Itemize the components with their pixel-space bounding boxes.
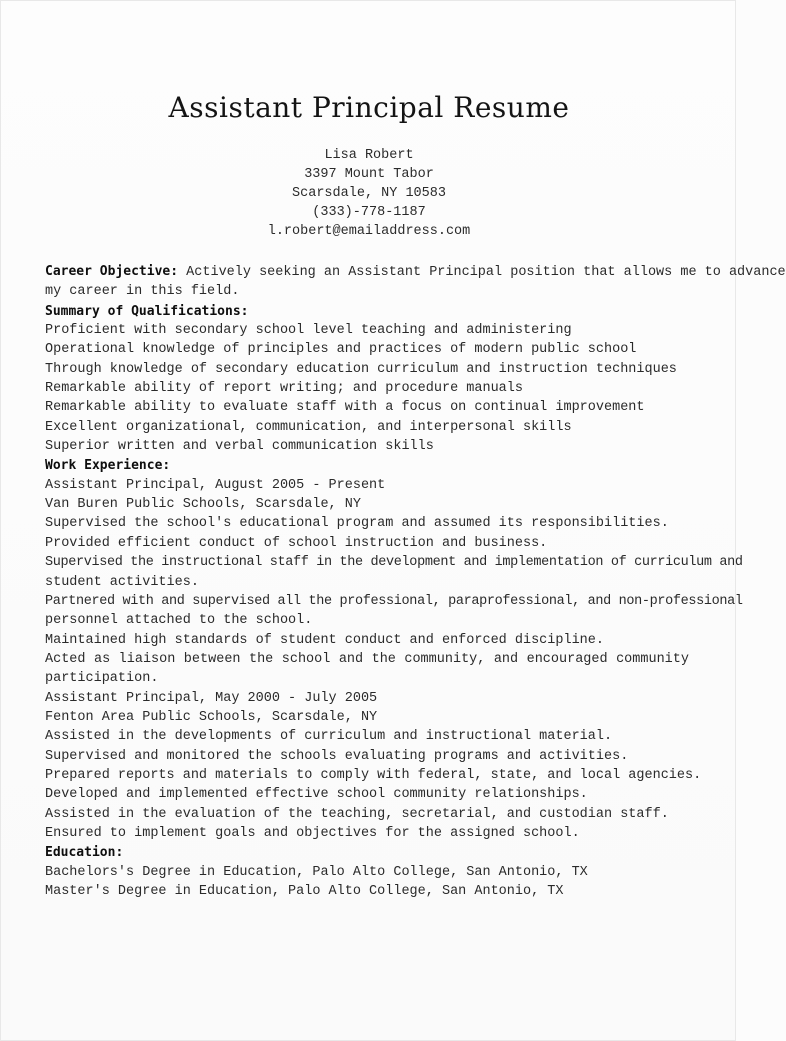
job-title: Assistant Principal, August 2005 - Present bbox=[45, 477, 386, 493]
career-objective-continued: my career in this field. bbox=[45, 284, 240, 300]
summary-item: Through knowledge of secondary education curriculum and instruction techniques bbox=[45, 361, 677, 377]
job-duty: Assisted in the evaluation of the teaching, secretarial, and custodian staff. bbox=[45, 806, 669, 822]
contact-city: Scarsdale, NY 10583 bbox=[292, 186, 446, 201]
job-duty: personnel attached to the school. bbox=[45, 613, 313, 629]
job-duty: student activities. bbox=[45, 574, 199, 590]
job-title: Assistant Principal, May 2000 - July 2005 bbox=[45, 690, 378, 706]
contact-name: Lisa Robert bbox=[324, 148, 414, 163]
page-title: Assistant Principal Resume bbox=[168, 91, 570, 124]
job-duty: Supervised the school's educational program and assumed its responsibilities. bbox=[45, 516, 669, 532]
career-objective bbox=[45, 262, 786, 282]
summary-item: Operational knowledge of principles and practices of modern public school bbox=[45, 342, 637, 358]
job-duty: Supervised and monitored the schools evaluating programs and activities. bbox=[45, 748, 629, 764]
summary-item: Excellent organizational, communication, and interpersonal skills bbox=[45, 419, 572, 435]
job-employer: Fenton Area Public Schools, Scarsdale, NY bbox=[45, 709, 378, 725]
career-objective-text: Actively seeking an Assistant Principal position that allows me to advance bbox=[178, 265, 786, 280]
summary-item: Superior written and verbal communication skills bbox=[45, 439, 434, 455]
career-objective-label: Career Objective: bbox=[45, 264, 179, 279]
education-heading: Education: bbox=[45, 845, 124, 861]
contact-street: 3397 Mount Tabor bbox=[304, 167, 434, 182]
summary-item: Remarkable ability of report writing; and procedure manuals bbox=[45, 381, 523, 397]
education-item: Master's Degree in Education, Palo Alto College, San Antonio, TX bbox=[45, 884, 564, 899]
job-duty: Developed and implemented effective school community relationships. bbox=[45, 787, 588, 803]
job-employer: Van Buren Public Schools, Scarsdale, NY bbox=[45, 497, 361, 513]
job-duty: Ensured to implement goals and objectives for the assigned school. bbox=[45, 825, 580, 841]
job-duty: Prepared reports and materials to comply with federal, state, and local agencies. bbox=[45, 767, 702, 783]
summary-heading: Summary of Qualifications: bbox=[45, 303, 249, 319]
job-duty: Assisted in the developments of curriculum and instructional material. bbox=[45, 729, 613, 745]
work-experience-heading: Work Experience: bbox=[45, 458, 171, 474]
contact-block bbox=[1, 146, 737, 241]
education-item: Bachelors's Degree in Education, Palo Alto College, San Antonio, TX bbox=[45, 864, 588, 880]
contact-email: l.robert@emailaddress.com bbox=[267, 224, 471, 239]
job-duty: Partnered with and supervised all the professional, paraprofessional, and non-professional bbox=[45, 593, 743, 609]
job-duty: Provided efficient conduct of school instruction and business. bbox=[45, 535, 548, 551]
contact-phone: (333)-778-1187 bbox=[312, 205, 426, 220]
job-duty: Supervised the instructional staff in the development and implementation of curriculum and bbox=[45, 555, 743, 571]
job-duty: Acted as liaison between the school and the community, and encouraged community bbox=[45, 651, 689, 667]
job-duty: participation. bbox=[45, 671, 159, 687]
resume-body bbox=[45, 262, 786, 901]
job-duty: Maintained high standards of student conduct and enforced discipline. bbox=[45, 632, 604, 648]
summary-item: Proficient with secondary school level teaching and administering bbox=[45, 323, 572, 339]
summary-item: Remarkable ability to evaluate staff with a focus on continual improvement bbox=[45, 400, 645, 416]
